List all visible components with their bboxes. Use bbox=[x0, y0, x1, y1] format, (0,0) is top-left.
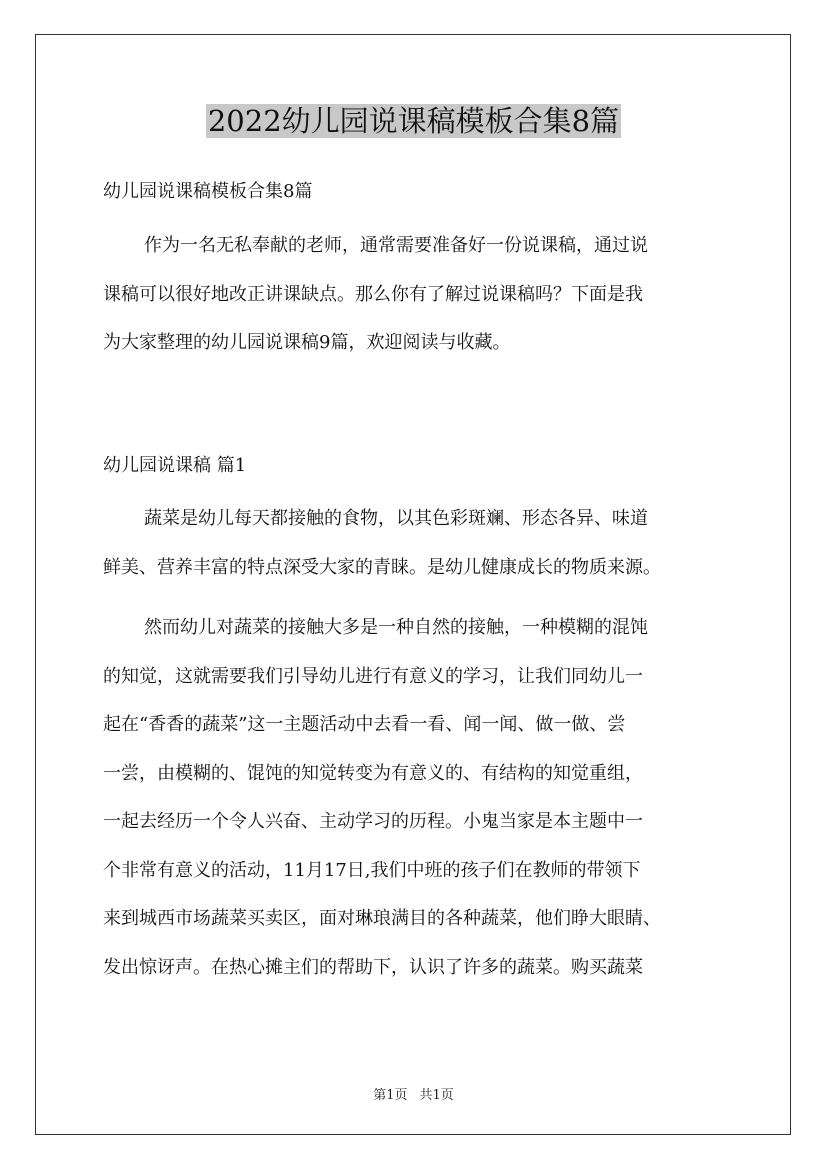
section-heading: 幼儿园说课稿 篇1 bbox=[103, 455, 247, 476]
intro-line-1: 作为一名无私奉献的老师，通常需要准备好一份说课稿，通过说 bbox=[144, 235, 648, 256]
paragraph-1 bbox=[103, 495, 743, 592]
para2-line-1: 然而幼儿对蔬菜的接触大多是一种自然的接触，一种模糊的混饨 bbox=[144, 617, 648, 638]
intro-line-3: 为大家整理的幼儿园说课稿9篇，欢迎阅读与收藏。 bbox=[103, 332, 511, 353]
para2-line-3: 起在“香香的蔬菜”这一主题活动中去看一看、闻一闻、做一做、尝 bbox=[103, 714, 626, 735]
paragraph-2 bbox=[103, 604, 743, 992]
para2-line-2: 的知觉，这就需要我们引导幼儿进行有意义的学习，让我们同幼儿一 bbox=[103, 665, 643, 687]
para2-line-5: 一起去经历一个令人兴奋、主动学习的历程。小鬼当家是本主题中一 bbox=[103, 811, 643, 832]
intro-paragraph bbox=[103, 222, 743, 368]
para2-line-8: 发出惊讶声。在热心摊主们的帮助下，认识了许多的蔬菜。购买蔬菜 bbox=[103, 956, 643, 978]
document-title bbox=[0, 99, 827, 143]
para1-line-2: 鲜美、营养丰富的特点深受大家的青睐。是幼儿健康成长的物质来源。 bbox=[103, 556, 661, 578]
document-subtitle: 幼儿园说课稿模板合集8篇 bbox=[103, 181, 313, 202]
para1-line-1: 蔬菜是幼儿每天都接触的食物，以其色彩斑斓、形态各异、味道 bbox=[144, 508, 648, 529]
page-footer bbox=[0, 1087, 827, 1105]
document-title-text: 2022幼儿园说课稿模板合集8篇 bbox=[207, 104, 620, 138]
intro-line-2: 课稿可以很好地改正讲课缺点。那么你有了解过说课稿吗？下面是我 bbox=[103, 283, 643, 305]
page-number-total: 共1页 bbox=[419, 1088, 454, 1103]
para2-line-4: 一尝，由模糊的、馄饨的知觉转变为有意义的、有结构的知觉重组， bbox=[103, 762, 643, 784]
para2-line-7: 来到城西市场蔬菜买卖区，面对琳琅满目的各种蔬菜，他们睁大眼睛、 bbox=[103, 908, 661, 929]
para2-line-6: 个非常有意义的活动，11月17日,我们中班的孩子们在教师的带领下 bbox=[103, 859, 641, 881]
page-number-current: 第1页 bbox=[373, 1088, 408, 1103]
